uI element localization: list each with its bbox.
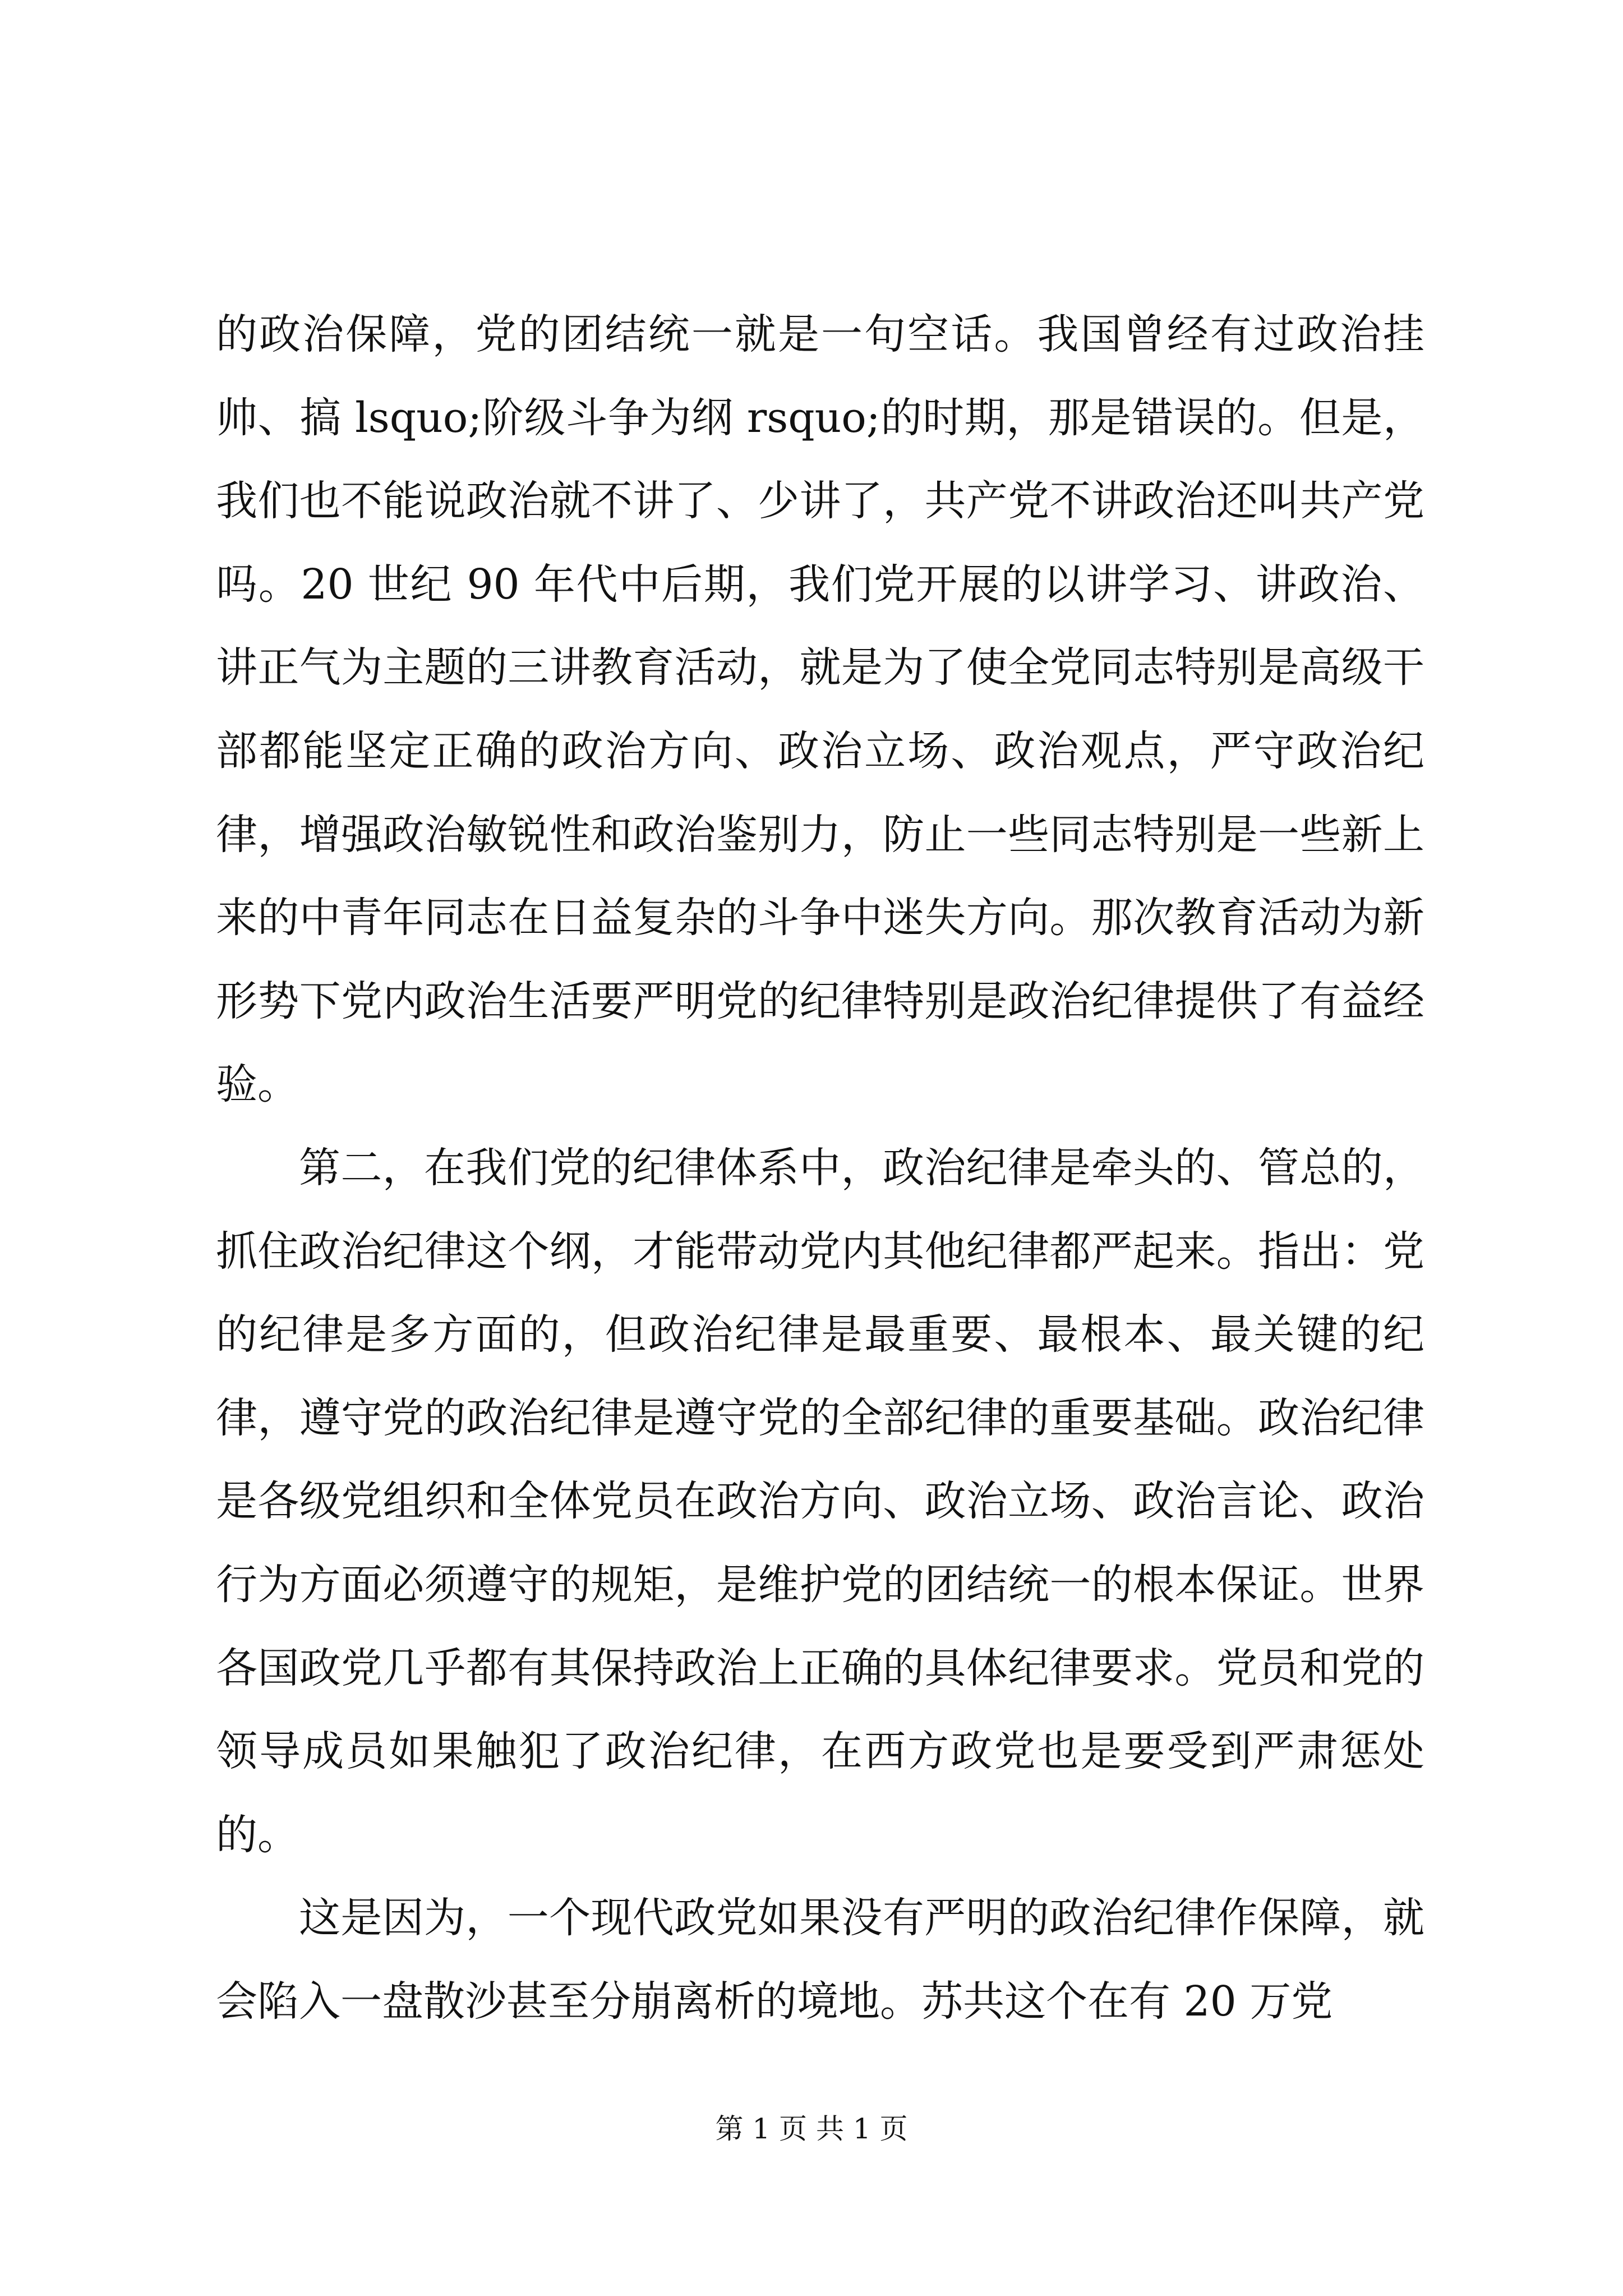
paragraph-continued: 的政治保障，党的团结统一就是一句空话。我国曾经有过政治挂帅、搞 lsquo;阶级斗争为纲 rsquo;的时期，那是错误的。但是，我们也不能说政治就不讲了、少讲了，共产党不讲政治还叫共产党吗。20 世纪 90 年代中后期，我们党开展的以讲学习、讲政治、讲正气为主题的三讲教育活动，就是为了使全党同志特别是高级干部都能坚定正确的政治方向、政治立场、政治观点，严守政治纪律，增强政治敏锐性和政治鉴别力，防止一些同志特别是一些新上来的中青年同志在日益复杂的斗争中迷失方向。那次教育活动为新形势下党内政治生活要严明党的纪律特别是政治纪律提供了有益经验。 xyxy=(216,310,1424,1109)
paragraph-second-point: 第二，在我们党的纪律体系中，政治纪律是牵头的、管总的，抓住政治纪律这个纲，才能带动党内其他纪律都严起来。指出：党的纪律是多方面的，但政治纪律是最重要、最根本、最关键的纪律，遵守党的政治纪律是遵守党的全部纪律的重要基础。政治纪律是各级党组织和全体党员在政治方向、政治立场、政治言论、政治行为方面必须遵守的规矩，是维护党的团结统一的根本保证。世界各国政党几乎都有其保持政治上正确的具体纪律要求。党员和党的领导成员如果触犯了政治纪律，在西方政党也是要受到严肃惩处的。 xyxy=(216,1143,1424,1859)
document-body xyxy=(216,293,1424,2043)
paragraph-reason: 这是因为，一个现代政党如果没有严明的政治纪律作保障，就会陷入一盘散沙甚至分崩离析的境地。苏共这个在有 20 万党 xyxy=(216,1894,1424,2026)
page-footer: 第 1 页 共 1 页 xyxy=(715,2113,908,2145)
